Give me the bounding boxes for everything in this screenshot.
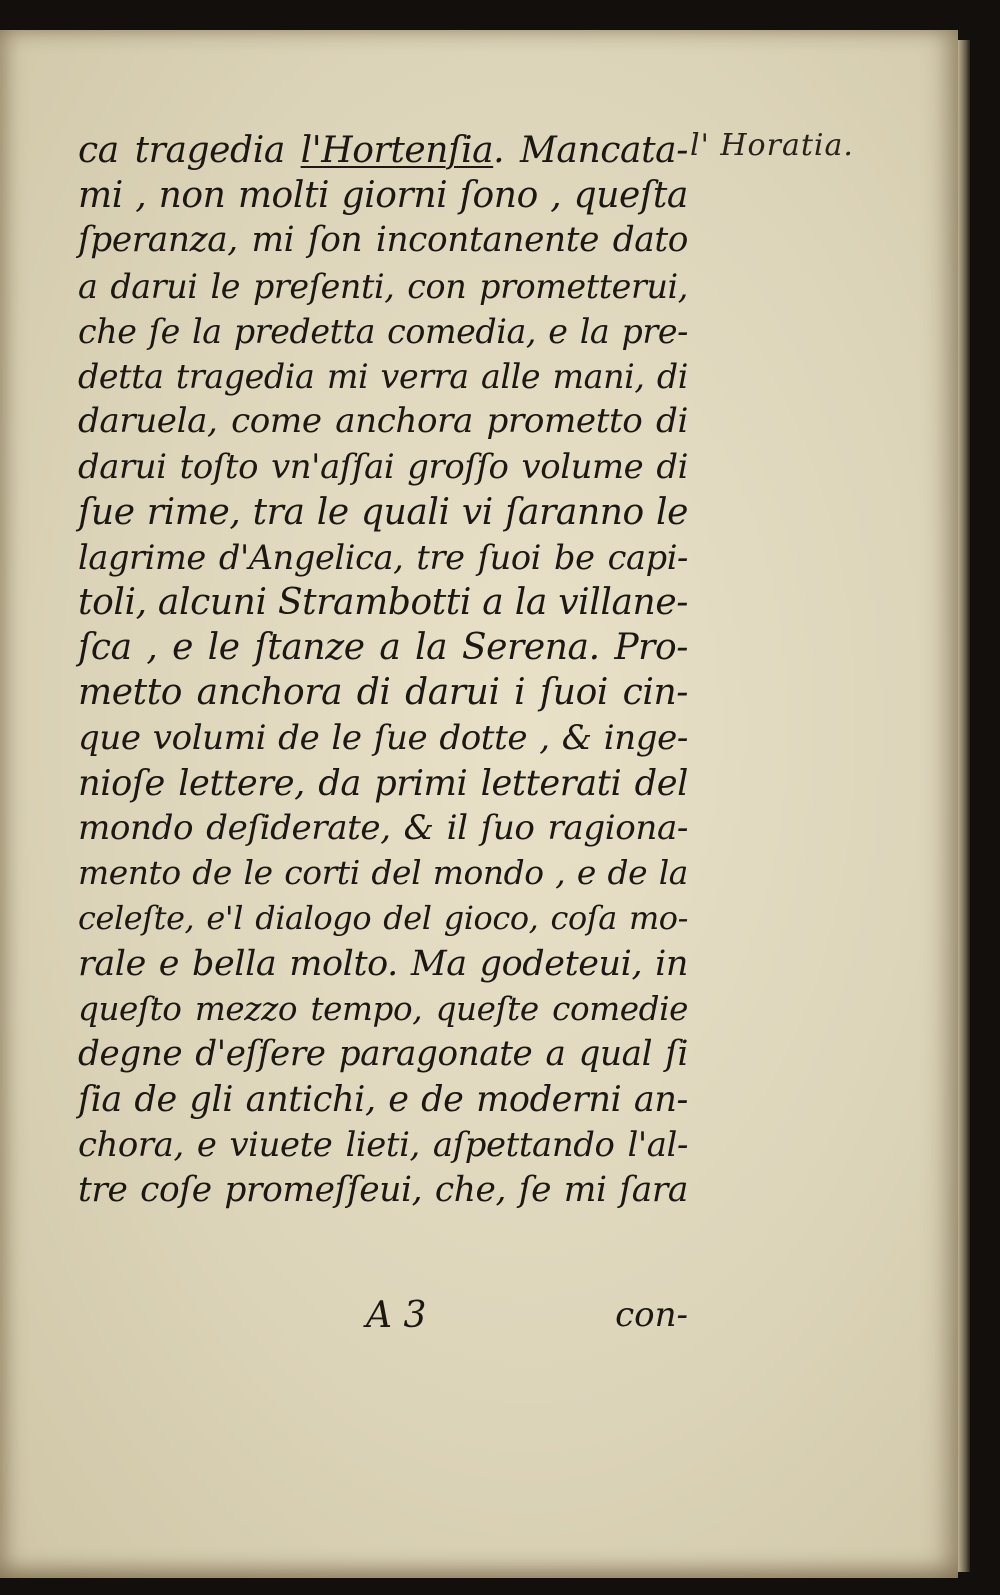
catchword: con-: [615, 1295, 688, 1335]
text-line-12: ſca , e le ſtanze a la Serena. Pro-: [78, 627, 688, 669]
text-line-10: lagrime d'Angelica, tre ſuoi be capi-: [78, 537, 688, 577]
text-line-4: a darui le preſenti, con prometterui,: [78, 266, 688, 306]
text-line-22: ſia de gli antichi, e de moderni an-: [78, 1079, 688, 1121]
text-line-17: mento de le corti del mondo , e de la: [78, 854, 688, 893]
text-line-6: detta tragedia mi verra alle mani, di: [78, 357, 688, 397]
text-line-21: degne d'eſſere paragonate a qual ſi: [78, 1034, 688, 1075]
text-line-8: darui toſto vn'aſſai groſſo volume di: [78, 447, 688, 487]
text-line-7: daruela, come anchora prometto di: [78, 401, 688, 442]
text-line-9: ſue rime, tra le quali vi ſaranno le: [78, 491, 688, 533]
text-line-1: [78, 128, 688, 173]
underlined-word: l'Hortenſia: [300, 130, 494, 171]
text-line-19: rale e bella molto. Ma godeteui, in: [78, 943, 688, 984]
text-line-14: que volumi de le ſue dotte , & inge-: [78, 717, 688, 758]
text-line-18: celeſte, e'l dialogo del gioco, coſa mo-: [78, 899, 688, 938]
text-line-15: nioſe lettere, da primi letterati del: [78, 762, 688, 804]
text-line-3: ſperanza, mi ſon incontanente dato: [78, 220, 688, 261]
text-line-13: metto anchora di darui i ſuoi cin-: [78, 672, 688, 714]
text-line-24: tre coſe promeſſeui, che, ſe mi ſara: [78, 1169, 688, 1210]
text-line-20: queſto mezzo tempo, queſte comedie: [78, 989, 688, 1028]
text-line-11: toli, alcuni Strambotti a la villane-: [78, 582, 688, 624]
body-text: [78, 128, 688, 1213]
text-line-2: mi , non molti giorni ſono , queſta: [78, 175, 688, 217]
signature-mark: A 3: [366, 1295, 427, 1336]
text-line-1-pre: ca tragedia: [78, 130, 301, 171]
page-edge: [958, 40, 970, 1572]
text-line-1-post: . Mancata-: [493, 130, 688, 171]
handwritten-margin-note: l' Horatia.: [690, 128, 854, 163]
page-footer: [78, 1295, 688, 1345]
text-line-16: mondo deſiderate, & il ſuo ragiona-: [78, 808, 688, 849]
text-line-23: chora, e viuete lieti, aſpettando l'al-: [78, 1125, 688, 1165]
text-line-5: che ſe la predetta comedia, e la pre-: [78, 311, 688, 351]
